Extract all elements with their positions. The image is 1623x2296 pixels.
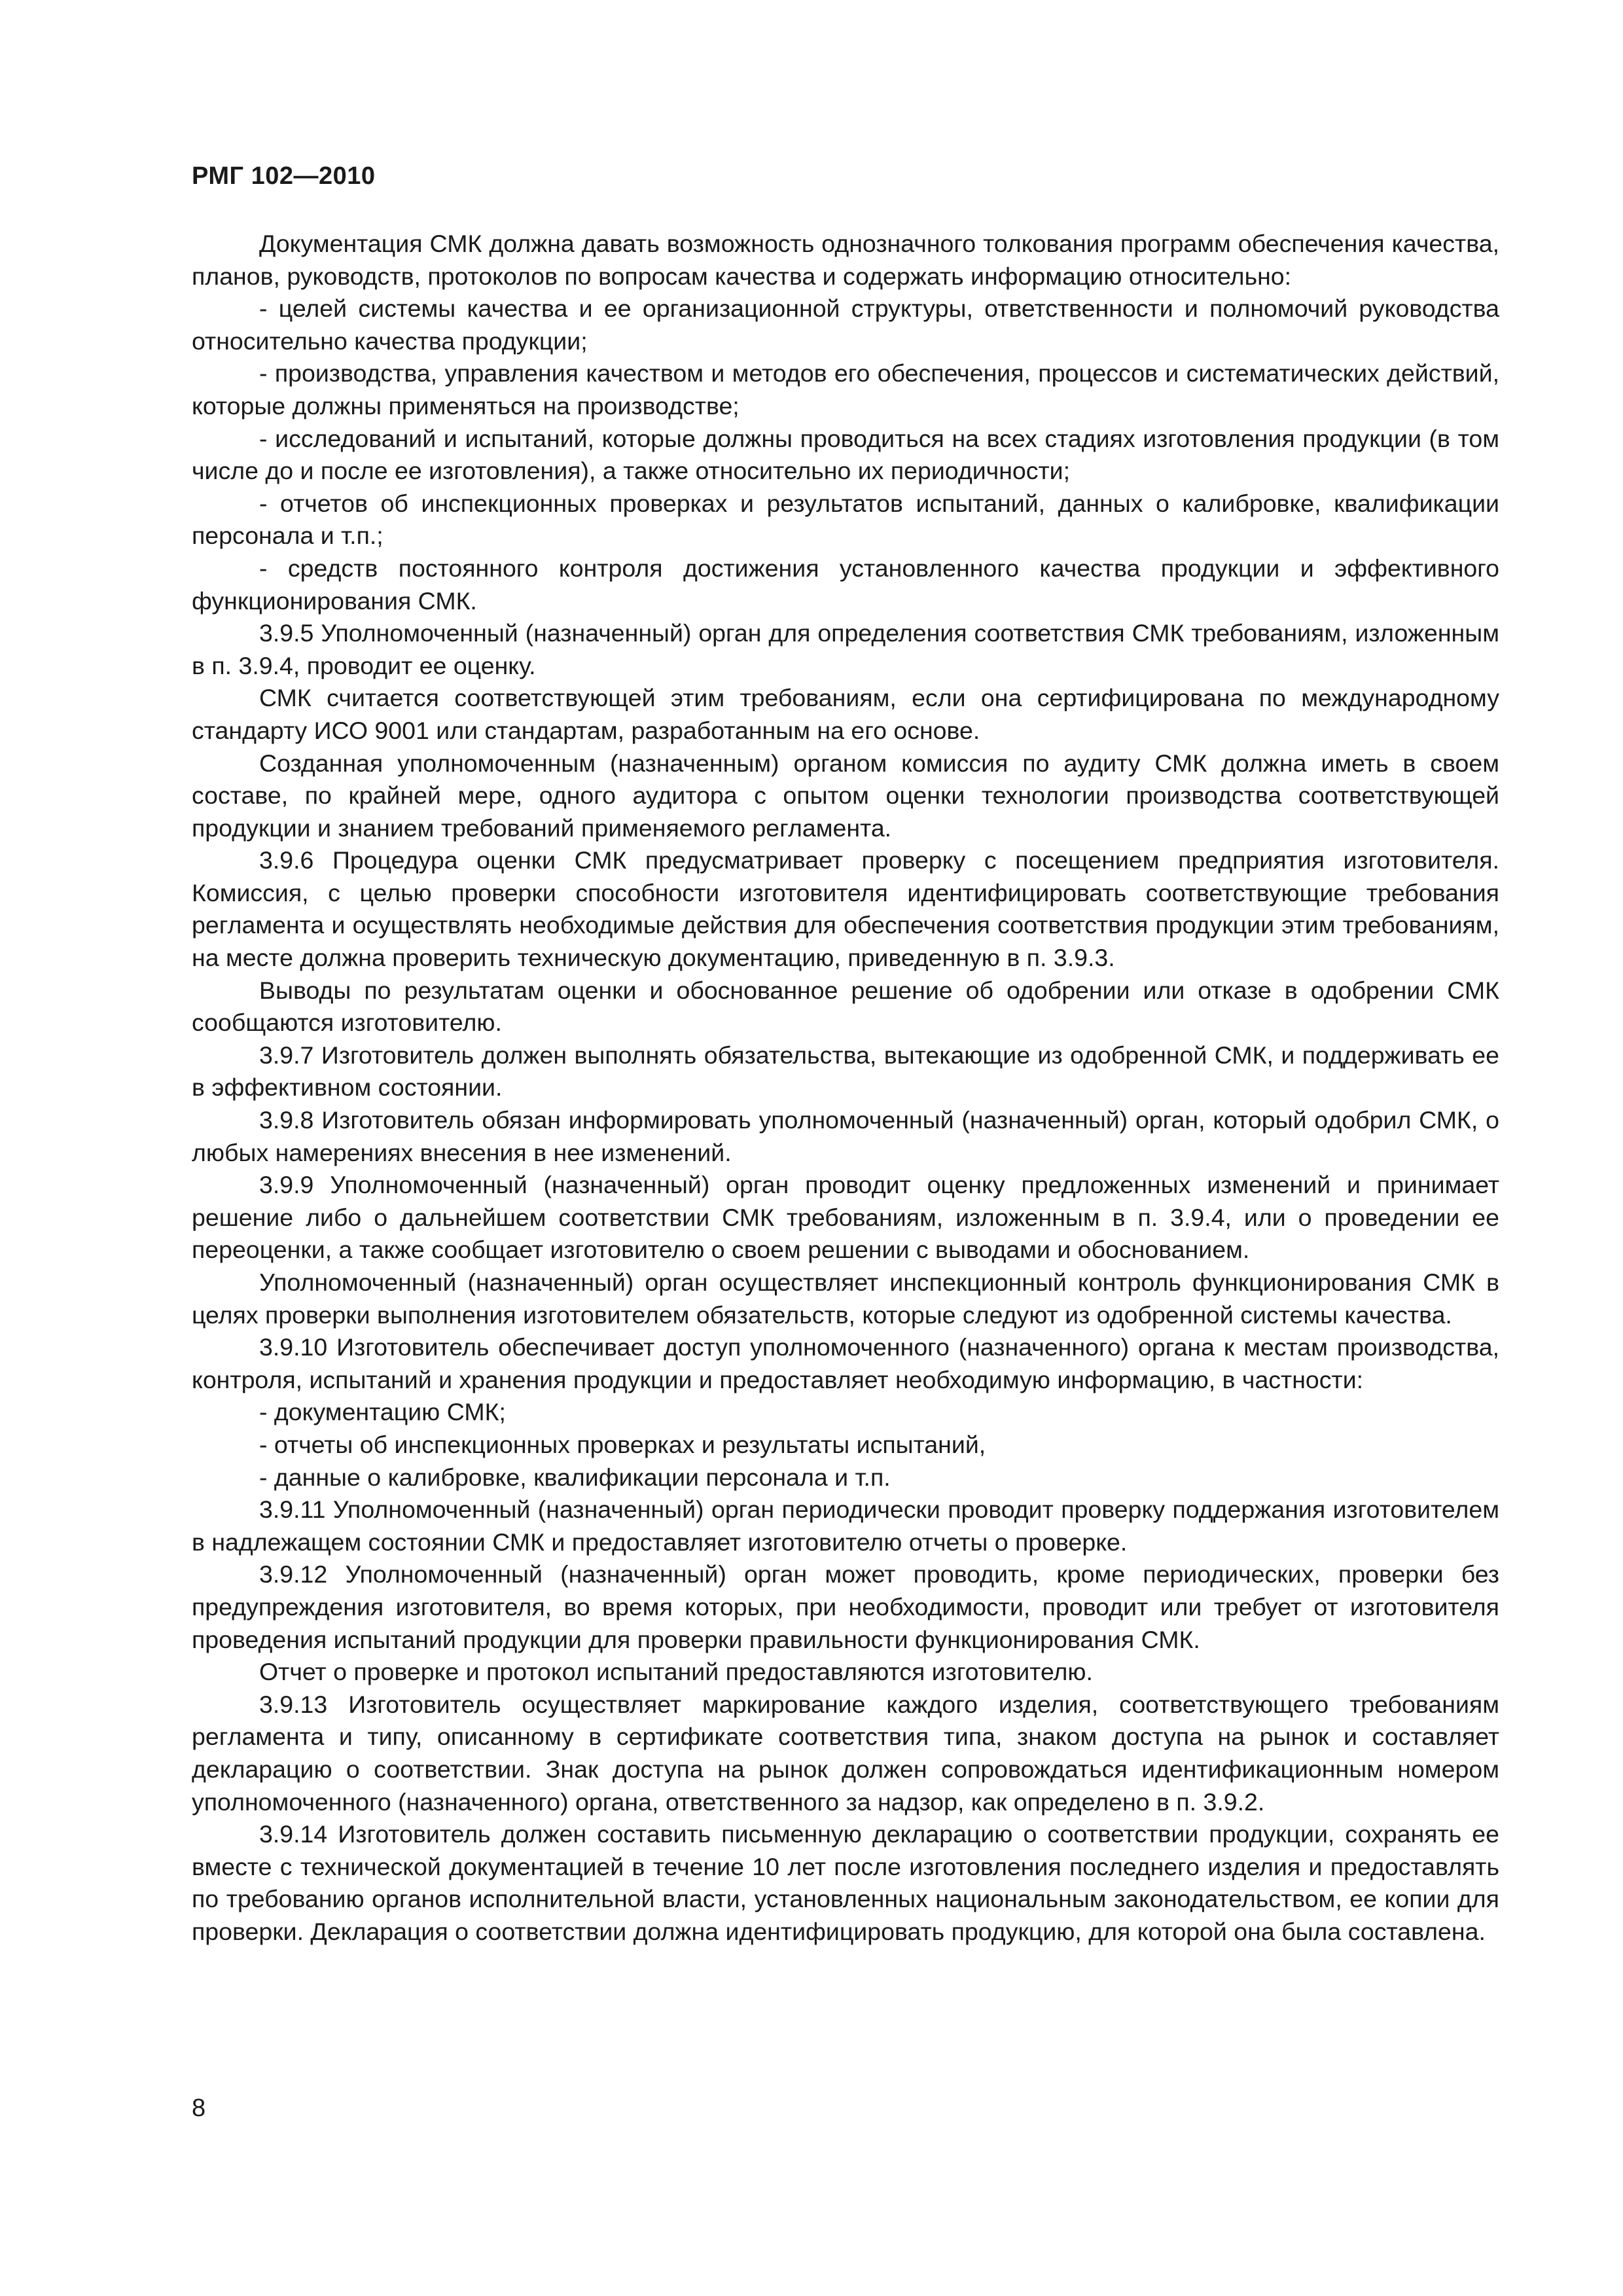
list-item: - производства, управления качеством и методов его обеспечения, процессов и систематических действий, которые должны применяться на производстве; <box>192 359 1499 420</box>
paragraph: 3.9.13 Изготовитель осуществляет маркирование каждого изделия, соответствующего требованиям регламента и типу, описанному в сертификате соответствия типа, знаком доступа на рынок и составляет декларацию о соответствии. Знак доступа на рынок должен сопровождаться идентификационным номером уполномоченного (назначенного) органа, ответственного за надзор, как определено в п. 3.9.2. <box>192 1690 1499 1816</box>
paragraph: 3.9.11 Уполномоченный (назначенный) орган периодически проводит проверку поддержания изготовителем в надлежащем состоянии СМК и предоставляет изготовителю отчеты о проверке. <box>192 1496 1499 1556</box>
list-item: - данные о калибровке, квалификации персонала и т.п. <box>259 1463 891 1491</box>
paragraph: 3.9.8 Изготовитель обязан информировать уполномоченный (назначенный) орган, который одобрил СМК, о любых намерениях внесения в нее изменений. <box>192 1106 1499 1166</box>
paragraph: Документация СМК должна давать возможность однозначного толкования программ обеспечения качества, планов, руководств, протоколов по вопросам качества и содержать информацию относительно: <box>192 230 1499 290</box>
page-number: 8 <box>192 2094 206 2122</box>
paragraph: Отчет о проверке и протокол испытаний предоставляются изготовителю. <box>259 1658 1093 1686</box>
paragraph: Выводы по результатам оценки и обоснованное решение об одобрении или отказе в одобрении СМК сообщаются изготовителю. <box>192 976 1499 1037</box>
paragraph: Уполномоченный (назначенный) орган осуществляет инспекционный контроль функционирования СМК в целях проверки выполнения изготовителем обязательств, которые следуют из одобренной системы качества. <box>192 1268 1499 1329</box>
paragraph: 3.9.7 Изготовитель должен выполнять обязательства, вытекающие из одобренной СМК, и поддерживать ее в эффективном состоянии. <box>192 1041 1499 1102</box>
document-header: РМГ 102—2010 <box>192 162 376 190</box>
list-item: - средств постоянного контроля достижения установленного качества продукции и эффективного функционирования СМК. <box>192 554 1499 615</box>
paragraph: 3.9.9 Уполномоченный (назначенный) орган проводит оценку предложенных изменений и принимает решение либо о дальнейшем соответствии СМК требованиям, изложенным в п. 3.9.4, или о проведении ее переоценки, а также сообщает изготовителю о своем решении с выводами и обоснованием. <box>192 1171 1499 1264</box>
list-item: - документацию СМК; <box>259 1398 506 1426</box>
paragraph: 3.9.10 Изготовитель обеспечивает доступ уполномоченного (назначенного) органа к местам производства, контроля, испытаний и хранения продукции и предоставляет необходимую информацию, в частности: <box>192 1333 1499 1393</box>
list-item: - отчеты об инспекционных проверках и результаты испытаний, <box>259 1430 986 1458</box>
list-item: - отчетов об инспекционных проверках и результатов испытаний, данных о калибровке, квалификации персонала и т.п.; <box>192 489 1499 550</box>
document-body <box>192 228 1499 1948</box>
paragraph: 3.9.14 Изготовитель должен составить письменную декларацию о соответствии продукции, сохранять ее вместе с технической документацией в течение 10 лет после изготовления последнего изделия и предоставлять по требованию органов исполнительной власти, установленных национальным законодательством, ее копии для проверки. Декларация о соответствии должна идентифицировать продукцию, для которой она была составлена. <box>192 1820 1499 1945</box>
paragraph: СМК считается соответствующей этим требованиям, если она сертифицирована по международному стандарту ИСО 9001 или стандартам, разработанным на его основе. <box>192 684 1499 744</box>
list-item: - исследований и испытаний, которые должны проводиться на всех стадиях изготовления продукции (в том числе до и после ее изготовления), а также относительно их периодичности; <box>192 424 1499 485</box>
paragraph: 3.9.6 Процедура оценки СМК предусматривает проверку с посещением предприятия изготовителя. Комиссия, с целью проверки способности изготовителя идентифицировать соответствующие требования регламента и осуществлять необходимые действия для обеспечения соответствия продукции этим требованиям, на месте должна проверить техническую документацию, приведенную в п. 3.9.3. <box>192 846 1499 972</box>
paragraph: Созданная уполномоченным (назначенным) органом комиссия по аудиту СМК должна иметь в своем составе, по крайней мере, одного аудитора с опытом оценки технологии производства соответствующей продукции и знанием требований применяемого регламента. <box>192 749 1499 842</box>
list-item: - целей системы качества и ее организационной структуры, ответственности и полномочий руководства относительно качества продукции; <box>192 295 1499 355</box>
paragraph: 3.9.5 Уполномоченный (назначенный) орган для определения соответствия СМК требованиям, изложенным в п. 3.9.4, проводит ее оценку. <box>192 619 1499 679</box>
paragraph: 3.9.12 Уполномоченный (назначенный) орган может проводить, кроме периодических, проверки без предупреждения изготовителя, во время которых, при необходимости, проводит или требует от изготовителя проведения испытаний продукции для проверки правильности функционирования СМК. <box>192 1560 1499 1653</box>
